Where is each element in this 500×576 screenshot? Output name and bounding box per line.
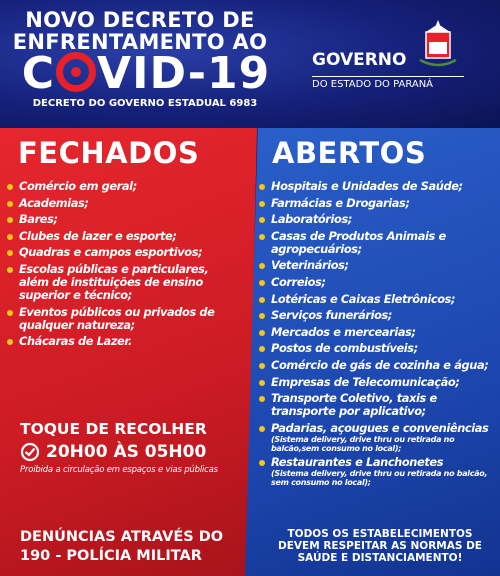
list-item: Academias; [6, 197, 238, 210]
abertos-list [258, 180, 496, 491]
covid-rest: VID-19 [97, 48, 271, 99]
list-item: Eventos públicos ou privados de qualquer natureza; [6, 306, 238, 332]
padarias-label: Padarias, açougues e conveniências [271, 420, 489, 435]
header-banner [0, 0, 500, 128]
government-subtitle: DO ESTADO DO PARANÁ [312, 76, 464, 90]
health-notice: TODOS OS ESTABELECIMENTOS DEVEM RESPEITAR AS NORMAS DE SAÚDE E DISTANCIAMENTO! [278, 528, 482, 564]
list-item: Bares; [6, 213, 238, 226]
list-item: Hospitais e Unidades de Saúde; [258, 180, 496, 193]
list-item: Escolas públicas e particulares, além de instituições de ensino superior e técnico; [6, 263, 238, 302]
government-logo [312, 18, 482, 88]
list-item: Transporte Coletivo, taxis e transporte por aplicativo; [258, 392, 496, 418]
abertos-title: ABERTOS [272, 136, 427, 170]
list-item-restaurantes [258, 456, 496, 487]
clock-check-icon [20, 442, 40, 462]
list-item: Farmácias e Drogarias; [258, 197, 496, 210]
report-line-1: DENÚNCIAS ATRAVÉS DO [20, 529, 224, 545]
decreto-label: DECRETO DO GOVERNO ESTADUAL 6983 [32, 98, 258, 109]
list-item: Empresas de Telecomunicação; [258, 376, 496, 389]
list-item: Comércio de gás de cozinha e água; [258, 359, 496, 372]
covid-title [12, 50, 280, 98]
title-line-1: NOVO DECRETO DE [25, 8, 255, 32]
list-item: Laboratórios; [258, 213, 496, 226]
restaurantes-label: Restaurantes e Lanchonetes [271, 455, 444, 470]
curfew-note: Proibida a circulação em espaços e vias públicas [20, 465, 218, 475]
curfew-time: 20H00 ÀS 05H00 [46, 442, 207, 462]
government-name: GOVERNO [312, 50, 407, 70]
list-item: Correios; [258, 276, 496, 289]
list-item-padarias [258, 422, 496, 453]
parana-coat-of-arms-icon [416, 20, 460, 70]
virus-o-icon [56, 52, 96, 92]
list-item: Lotéricas e Caixas Eletrônicos; [258, 293, 496, 306]
covid-c: C [21, 48, 56, 99]
list-item: Postos de combustíveis; [258, 342, 496, 355]
padarias-note: (Sistema delivery, drive thru ou retirada no balcão,sem consumo no local); [271, 434, 455, 453]
list-item: Clubes de lazer e esporte; [6, 230, 238, 243]
fechados-list [6, 180, 238, 352]
list-item: Chácaras de Lazer. [6, 335, 238, 348]
list-item: Serviços funerários; [258, 309, 496, 322]
list-item: Quadras e campos esportivos; [6, 246, 238, 259]
restaurantes-note: (Sistema delivery, drive thru ou retirada no balcão, sem consumo no local); [271, 469, 488, 488]
curfew-title: TOQUE DE RECOLHER [20, 420, 207, 438]
report-line-2: 190 - POLÍCIA MILITAR [20, 548, 202, 564]
title-line-2: ENFRENTAMENTO AO [12, 30, 268, 54]
list-item: Veterinários; [258, 259, 496, 272]
list-item: Mercados e mercearias; [258, 326, 496, 339]
fechados-title: FECHADOS [18, 136, 200, 170]
report-notice [20, 528, 245, 566]
list-item: Comércio em geral; [6, 180, 238, 193]
list-item: Casas de Produtos Animais e agropecuários; [258, 230, 496, 256]
